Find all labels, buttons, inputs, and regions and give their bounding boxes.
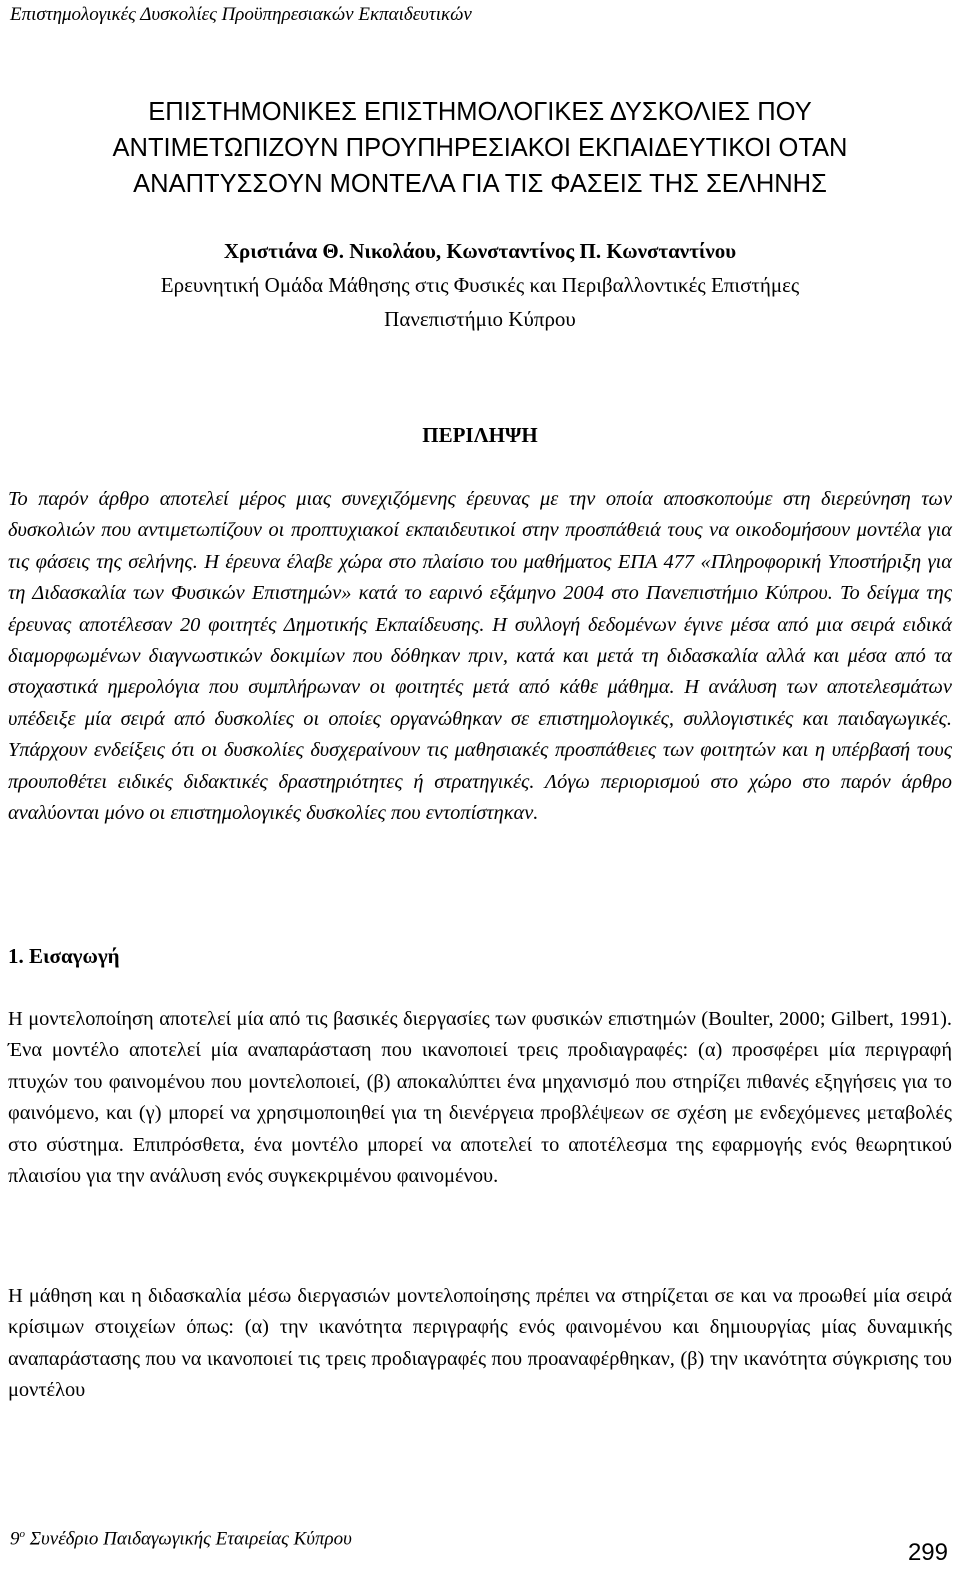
conference-name: Συνέδριο Παιδαγωγικής Εταιρείας Κύπρου	[25, 1528, 352, 1550]
title-line-1: ΕΠΙΣΤΗΜΟΝΙΚΕΣ ΕΠΙΣΤΗΜΟΛΟΓΙΚΕΣ ΔΥΣΚΟΛΙΕΣ ΠΟΥ	[148, 98, 812, 126]
title-line-2: ΑΝΤΙΜΕΤΩΠΙΖΟΥΝ ΠΡΟΥΠΗΡΕΣΙΑΚΟΙ ΕΚΠΑΙΔΕΥΤΙΚΟΙ ΟΤΑΝ	[112, 134, 848, 162]
body-paragraph-1: Η μοντελοποίηση αποτελεί μία από τις βασικές διεργασίες των φυσικών επιστημών (Boulter, 2000; Gilbert, 1991). Ένα μοντέλο αποτελεί μία αναπαράσταση που ικανοποιεί τρεις προδιαγραφές: (α) προσφέρει μία περιγραφή πτυχών του φαινομένου που μοντελοποιεί, (β) αποκαλύπτει ένα μηχανισμό που στηρίζει πιθανές εξηγήσεις για το φαινόμενο, και (γ) μπορεί να χρησιμοποιηθεί για τη διενέργεια προβλέψεων σε σχέση με ενδεχόμενες μεταβολές στο σύστημα. Επιπρόσθετα, ένα μοντέλο μπορεί να αποτελεί το αποτέλεσμα της εφαρμογής ενός θεωρητικού πλαισίου για την ανάλυση ενός συγκεκριμένου φαινομένου.	[8, 1008, 952, 1188]
author-names: Χριστιάνα Θ. Νικολάου, Κωνσταντίνος Π. Κωνσταντίνου	[223, 239, 737, 263]
page-number: 299	[907, 1539, 948, 1566]
title-line-3: ΑΝΑΠΤΥΣΣΟΥΝ ΜΟΝΤΕΛΑ ΓΙΑ ΤΙΣ ΦΑΣΕΙΣ ΤΗΣ ΣΕΛΗΝΗΣ	[133, 170, 827, 198]
conference-number: 9	[10, 1528, 20, 1550]
university: Πανεπιστήμιο Κύπρου	[384, 307, 576, 331]
abstract-heading: ΠΕΡΙΛΗΨΗ	[422, 423, 538, 447]
body-paragraph-2: Η μάθηση και η διδασκαλία μέσω διεργασιών μοντελοποίησης πρέπει να στηρίζεται σε και να προωθεί μία σειρά κρίσιμων στοιχείων όπως: (α) την ικανότητα περιγραφής ενός φαινομένου και δημιουργίας μίας δυναμικής αναπαράστασης που να ικανοποιεί τις τρεις προδιαγραφές που προαναφέρθηκαν, (β) την ικανότητα σύγκρισης του μοντέλου	[8, 1285, 952, 1402]
research-group: Ερευνητική Ομάδα Μάθησης στις Φυσικές και Περιβαλλοντικές Επιστήμες	[160, 273, 800, 297]
paper-title	[0, 94, 960, 202]
running-header: Επιστημολογικές Δυσκολίες Προϋπηρεσιακών Εκπαιδευτικών	[10, 4, 472, 25]
author-block	[0, 234, 960, 336]
abstract-text: Το παρόν άρθρο αποτελεί μέρος μιας συνεχιζόμενης έρευνας με την οποία αποσκοπούμε στη διερεύνηση των δυσκολιών που αντιμετωπίζουν οι προπτυχιακοί εκπαιδευτικοί στην προσπάθειά τους να οικοδομήσουν μοντέλα για τις φάσεις της σελήνης. Η έρευνα έλαβε χώρα στο πλαίσιο του μαθήματος ΕΠΑ 477 «Πληροφορική Υποστήριξη για τη Διδασκαλία των Φυσικών Επιστημών» κατά το εαρινό εξάμηνο 2004 στο Πανεπιστήμιο Κύπρου. Το δείγμα της έρευνας αποτέλεσαν 20 φοιτητές Δημοτικής Εκπαίδευσης. Η συλλογή δεδομένων έγινε μέσα από μια σειρά ειδικά διαμορφωμένων διαγνωστικών δοκιμίων που δόθηκαν πριν, κατά και μετά τη διδασκαλία αλλά και μέσα από τα στοχαστικά ημερολόγια που συμπλήρωναν οι φοιτητές μετά από κάθε μάθημα. Η ανάλυση των αποτελεσμάτων υπέδειξε μία σειρά από δυσκολίες οι οποίες οργανώθηκαν σε επιστημολογικές, συλλογιστικές και παιδαγωγικές. Υπάρχουν ενδείξεις ότι οι δυσκολίες δυσχεραίνουν τις μαθησιακές προσπάθειες των φοιτητών και η υπέρβασή τους προυποθέτει ειδικές διδακτικές δραστηριότητες ή στρατηγικές. Λόγω περιορισμού στο χώρο στο παρόν άρθρο αναλύονται μόνο οι επιστημολογικές δυσκολίες που εντοπίστηκαν.	[8, 488, 952, 825]
conference-ordinal: ο	[19, 1528, 25, 1540]
section-heading-introduction: 1. Εισαγωγή	[8, 944, 120, 968]
running-footer	[10, 1528, 352, 1550]
